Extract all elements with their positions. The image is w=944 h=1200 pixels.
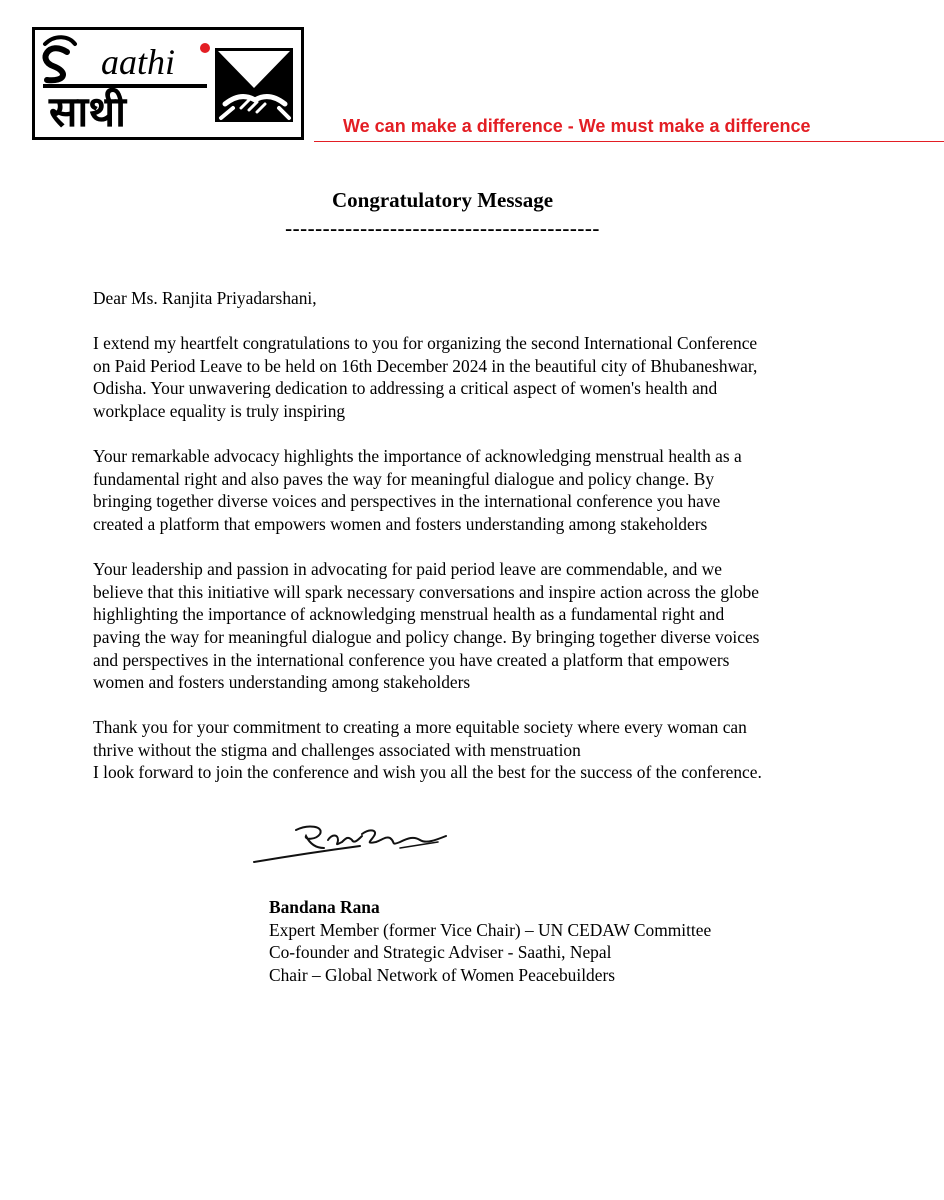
paragraph-line: Odisha. Your unwavering dedication to addressing a critical aspect of women's health and xyxy=(93,378,718,399)
paragraph-line: Thank you for your commitment to creating a more equitable society where every woman can xyxy=(93,717,747,738)
paragraph-line: fundamental right and also paves the way for meaningful dialogue and policy change. By xyxy=(93,468,715,489)
salutation: Dear Ms. Ranjita Priyadarshani, xyxy=(93,288,317,308)
paragraph-line: believe that this initiative will spark necessary conversations and inspire action across the globe xyxy=(93,581,759,602)
paragraph-line: I look forward to join the conference and wish you all the best for the success of the conference. xyxy=(93,762,762,783)
paragraph-line: Your remarkable advocacy highlights the importance of acknowledging menstrual health as a xyxy=(93,446,742,467)
sender-title: Expert Member (former Vice Chair) – UN CEDAW Committee xyxy=(269,919,712,940)
header-tagline: We can make a difference - We must make a difference xyxy=(343,116,811,136)
sender-title: Co-founder and Strategic Adviser - Saathi, Nepal xyxy=(269,942,612,963)
saathi-logo-graphic xyxy=(35,30,301,137)
paragraph-line: women and fosters understanding among stakeholders xyxy=(93,672,471,693)
letter-body xyxy=(93,287,893,784)
sender-block xyxy=(269,896,711,986)
paragraph-line: on Paid Period Leave to be held on 16th December 2024 in the beautiful city of Bhubaneshwar, xyxy=(93,355,758,376)
paragraph-3 xyxy=(93,558,893,694)
paragraph-line: thrive without the stigma and challenges associated with menstruation xyxy=(93,739,581,760)
paragraph-line: I extend my heartfelt congratulations to you for organizing the second International Conference xyxy=(93,333,758,354)
sender-title: Chair – Global Network of Women Peacebuilders xyxy=(269,964,616,985)
paragraph-line: and perspectives in the international conference you have created a platform that empowers xyxy=(93,649,730,670)
handwritten-signature xyxy=(250,818,460,873)
logo-red-dot xyxy=(200,43,210,53)
header-divider xyxy=(314,141,944,142)
paragraph-line: highlighting the importance of acknowledging menstrual health as a fundamental right and xyxy=(93,604,725,625)
paragraph-4 xyxy=(93,716,893,784)
paragraph-line: created a platform that empowers women and fosters understanding among stakeholders xyxy=(93,513,708,534)
document-title: Congratulatory Message xyxy=(331,188,554,212)
handshake-envelope-icon xyxy=(215,48,293,122)
paragraph-line: workplace equality is truly inspiring xyxy=(93,400,346,421)
paragraph-2 xyxy=(93,445,893,535)
paragraph-line: bringing together diverse voices and perspectives in the international conference you have xyxy=(93,491,721,512)
title-underline: ------------------------------------------ xyxy=(285,216,600,240)
paragraph-line: paving the way for meaningful dialogue and policy change. By bringing together diverse voices xyxy=(93,626,760,647)
saathi-logo xyxy=(32,27,304,140)
sender-name: Bandana Rana xyxy=(269,897,380,917)
paragraph-1 xyxy=(93,332,893,422)
paragraph-line: Your leadership and passion in advocating for paid period leave are commendable, and we xyxy=(93,559,722,580)
logo-devanagari-text: साथी xyxy=(49,87,126,136)
logo-latin-text: aathi xyxy=(101,42,176,82)
